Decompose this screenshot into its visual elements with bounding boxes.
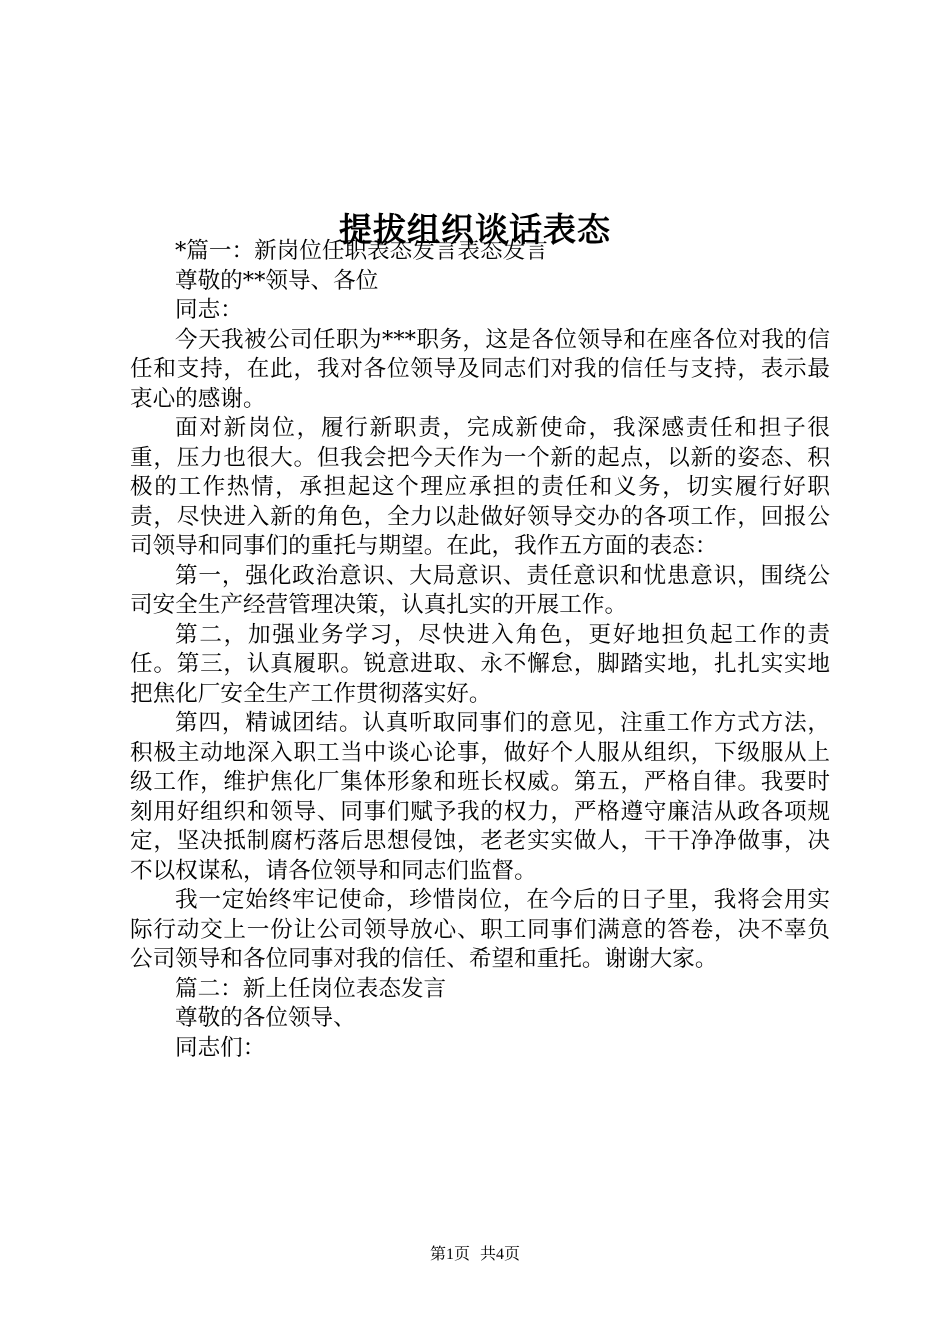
salutation-line-3: 尊敬的各位领导、 [175, 1005, 356, 1031]
section-heading-2: 篇二：新上任岗位表态发言 [175, 975, 447, 1002]
page-number: 第1页 [429, 1246, 470, 1263]
paragraph: 第四，精诚团结。认真听取同事们的意见，注重工作方式方法，积极主动地深入职工当中谈心论事，做好个人服从组织，下级服从上级工作，维护焦化厂集体形象和班长权威。第五，严格自律。我要时刻用好组织和领导、同事们赋予我的权力，严格遵守廉洁从政各项规定，坚决抵制腐朽落后思想侵蚀，老老实实做人，干干净净做事，决不以权谋私，请各位领导和同志们监督。 [130, 710, 830, 884]
paragraph: 面对新岗位，履行新职责，完成新使命，我深感责任和担子很重，压力也很大。但我会把今天作为一个新的起点，以新的姿态、积极的工作热情，承担起这个理应承担的责任和义务，切实履行好职责，尽快进入新的角色，全力以赴做好领导交办的各项工作，回报公司领导和同事们的重托与期望。在此，我作五方面的表态： [130, 415, 830, 559]
paragraph: 我一定始终牢记使命，珍惜岗位，在今后的日子里，我将会用实际行动交上一份让公司领导放心、职工同事们满意的答卷，决不辜负公司领导和各位同事对我的信任、希望和重托。谢谢大家。 [130, 887, 830, 972]
document-body [130, 237, 830, 1063]
section-heading-1: *篇一：新岗位任职表态发言表态发言 [175, 238, 548, 264]
salutation-line-1: 尊敬的**领导、各位 [175, 267, 379, 294]
paragraph: 第二，加强业务学习，尽快进入角色，更好地担负起工作的责任。第三，认真履职。锐意进取、永不懈怠，脚踏实地，扎扎实实地把焦化厂安全生产工作贯彻落实好。 [130, 621, 830, 707]
document-title: 提拔组织谈话表态 [339, 210, 611, 250]
page-footer [0, 1243, 950, 1267]
paragraph: 今天我被公司任职为***职务，这是各位领导和在座各位对我的信任和支持，在此，我对各位领导及同志们对我的信任与支持，表示最衷心的感谢。 [130, 326, 830, 412]
page-total: 共4页 [480, 1246, 521, 1263]
paragraph: 第一，强化政治意识、大局意识、责任意识和忧患意识，围绕公司安全生产经营管理决策，认真扎实的开展工作。 [130, 562, 830, 618]
salutation-line-2: 同志： [175, 297, 243, 323]
salutation-line-4: 同志们： [175, 1034, 266, 1061]
